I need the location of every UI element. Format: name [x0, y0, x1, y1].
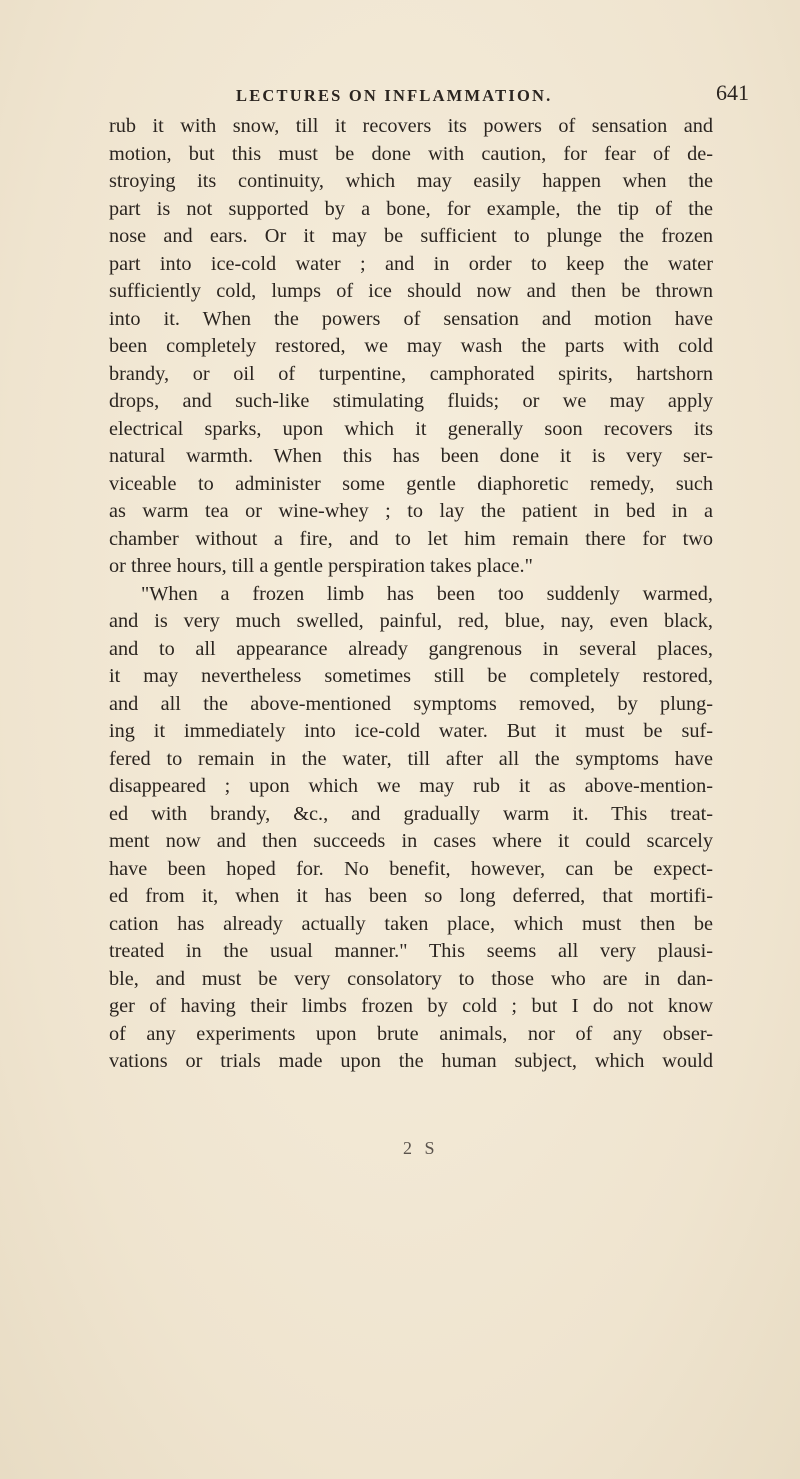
text-line: as warm tea or wine-whey ; to lay the patient in bed in a — [109, 500, 713, 522]
text-line: natural warmth. When this has been done it is very ser- — [109, 445, 713, 467]
text-line: been completely restored, we may wash the parts with cold — [109, 335, 713, 357]
text-line: vations or trials made upon the human subject, which would — [109, 1050, 713, 1072]
text-line: or three hours, till a gentle perspiration takes place." — [109, 555, 533, 577]
text-line: ment now and then succeeds in cases where it could scarcely — [109, 830, 713, 852]
text-line: ed with brandy, &c., and gradually warm it. This treat- — [109, 802, 713, 825]
text-line: chamber without a fire, and to let him remain there for two — [109, 527, 713, 550]
body-text — [109, 113, 713, 1076]
text-line: ble, and must be very consolatory to those who are in dan- — [109, 967, 713, 990]
text-line: viceable to administer some gentle diaphoretic remedy, such — [109, 472, 713, 495]
text-line: treated in the usual manner." This seems all very plausi- — [109, 940, 713, 962]
text-line: into it. When the powers of sensation and motion have — [109, 307, 713, 330]
text-line: drops, and such-like stimulating fluids; or we may apply — [109, 390, 713, 412]
text-line: "When a frozen limb has been too suddenly warmed, — [141, 582, 713, 605]
text-line: have been hoped for. No benefit, however, can be expect- — [109, 857, 713, 880]
text-line: disappeared ; upon which we may rub it as above-mention- — [109, 775, 713, 797]
text-line: cation has already actually taken place, which must then be — [109, 912, 713, 935]
text-line: ger of having their limbs frozen by cold ; but I do not know — [109, 995, 713, 1017]
text-line: ing it immediately into ice-cold water. But it must be suf- — [109, 720, 713, 742]
page-number: 641 — [716, 80, 749, 105]
text-line: sufficiently cold, lumps of ice should now and then be thrown — [109, 280, 713, 302]
text-line: and is very much swelled, painful, red, blue, nay, even black, — [109, 610, 713, 632]
text-line: ed from it, when it has been so long deferred, that mortifi- — [109, 885, 713, 907]
text-line: nose and ears. Or it may be sufficient to plunge the frozen — [109, 225, 713, 247]
text-line: stroying its continuity, which may easily happen when the — [109, 170, 713, 192]
text-line: it may nevertheless sometimes still be completely restored, — [109, 665, 713, 687]
text-line: part is not supported by a bone, for example, the tip of the — [109, 197, 713, 220]
text-line: brandy, or oil of turpentine, camphorated spirits, hartshorn — [109, 362, 713, 385]
text-line: fered to remain in the water, till after all the symptoms have — [109, 747, 713, 770]
signature-mark: 2 S — [403, 1138, 439, 1158]
text-line: part into ice-cold water ; and in order to keep the water — [109, 252, 713, 275]
text-line: and to all appearance already gangrenous in several places, — [109, 637, 713, 660]
running-head: LECTURES ON INFLAMMATION. — [236, 86, 553, 105]
text-line: motion, but this must be done with caution, for fear of de- — [109, 142, 713, 165]
text-line: electrical sparks, upon which it generally soon recovers its — [109, 417, 713, 440]
text-line: rub it with snow, till it recovers its powers of sensation and — [109, 115, 713, 137]
text-line: and all the above-mentioned symptoms removed, by plung- — [109, 692, 713, 715]
text-line: of any experiments upon brute animals, nor of any obser- — [109, 1022, 713, 1045]
